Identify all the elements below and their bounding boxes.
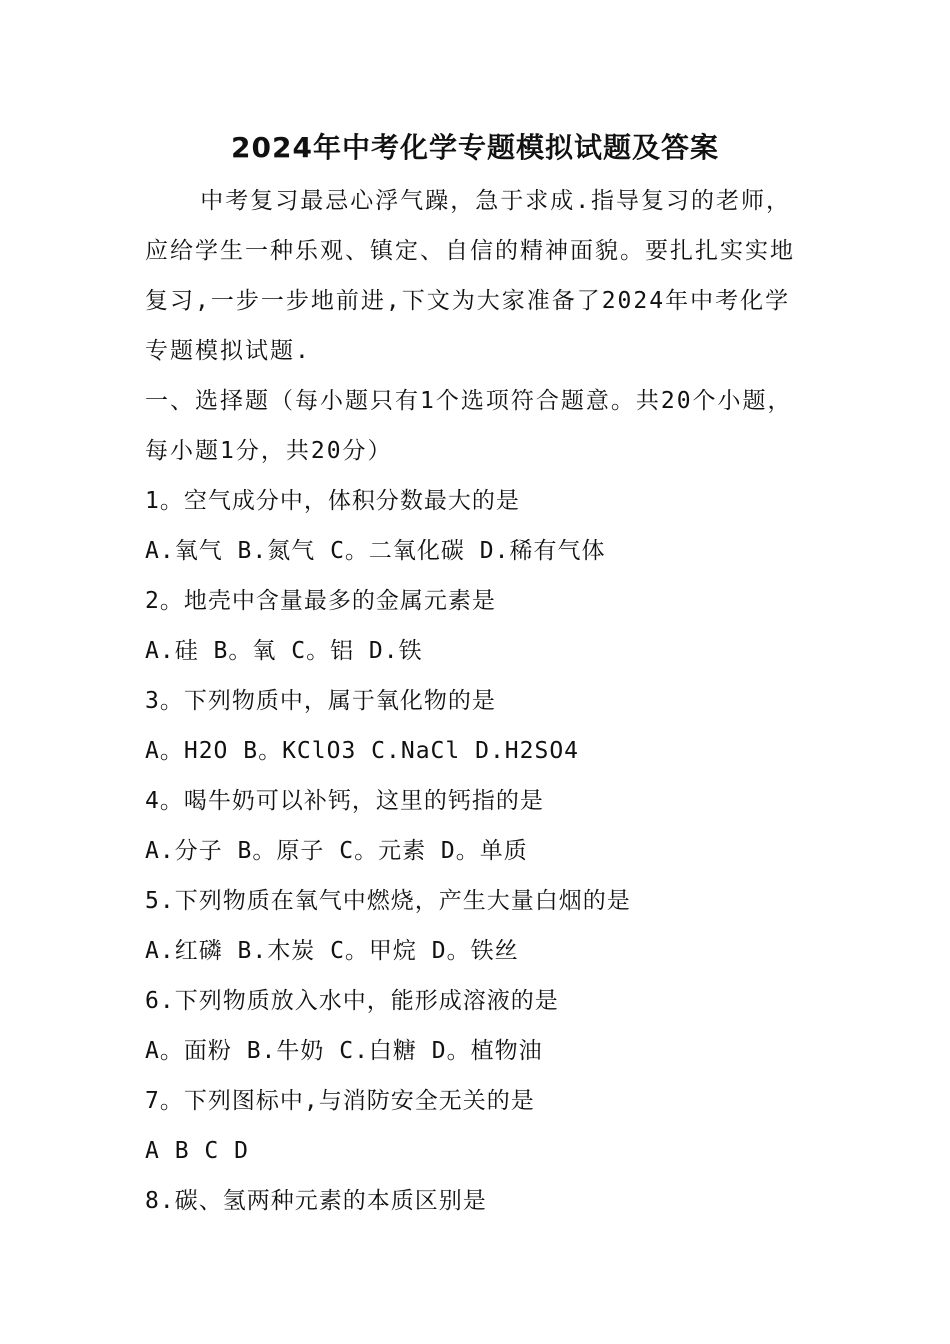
question-line: 3。下列物质中，属于氧化物的是 <box>145 688 496 714</box>
document-title: 2024年中考化学专题模拟试题及答案 <box>231 131 719 164</box>
question-line: 4。喝牛奶可以补钙，这里的钙指的是 <box>145 788 544 814</box>
question-line: 2。地壳中含量最多的金属元素是 <box>145 588 496 614</box>
intro-paragraph: 中考复习最忌心浮气躁，急于求成.指导复习的老师，应给学生一种乐观、镇定、自信的精神面貌。要扎扎实实地复习,一步一步地前进,下文为大家准备了2024年中考化学专题模拟试题. <box>145 188 795 364</box>
options-line: A。面粉 B.牛奶 C.白糖 D。植物油 <box>145 1038 543 1064</box>
question-line: 7。下列图标中,与消防安全无关的是 <box>145 1088 535 1114</box>
section-heading: 一、选择题（每小题只有1个选项符合题意。共20个小题，每小题1分，共20分） <box>145 388 793 464</box>
options-line: A B C D <box>145 1138 249 1164</box>
options-line: A.分子 B。原子 C。元素 D。单质 <box>145 838 528 864</box>
options-line: A.硅 B。氧 C。铝 D.铁 <box>145 638 423 664</box>
question-line: 5.下列物质在氧气中燃烧，产生大量白烟的是 <box>145 888 631 914</box>
options-line: A。H2O B。KClO3 C.NaCl D.H2SO4 <box>145 738 580 764</box>
question-line: 1。空气成分中，体积分数最大的是 <box>145 488 520 514</box>
options-line: A.红磷 B.木炭 C。甲烷 D。铁丝 <box>145 938 519 964</box>
question-line: 8.碳、氢两种元素的本质区别是 <box>145 1188 487 1214</box>
question-line: 6.下列物质放入水中，能形成溶液的是 <box>145 988 559 1014</box>
options-line: A.氧气 B.氮气 C。二氧化碳 D.稀有气体 <box>145 538 606 564</box>
document-body <box>145 176 810 1226</box>
